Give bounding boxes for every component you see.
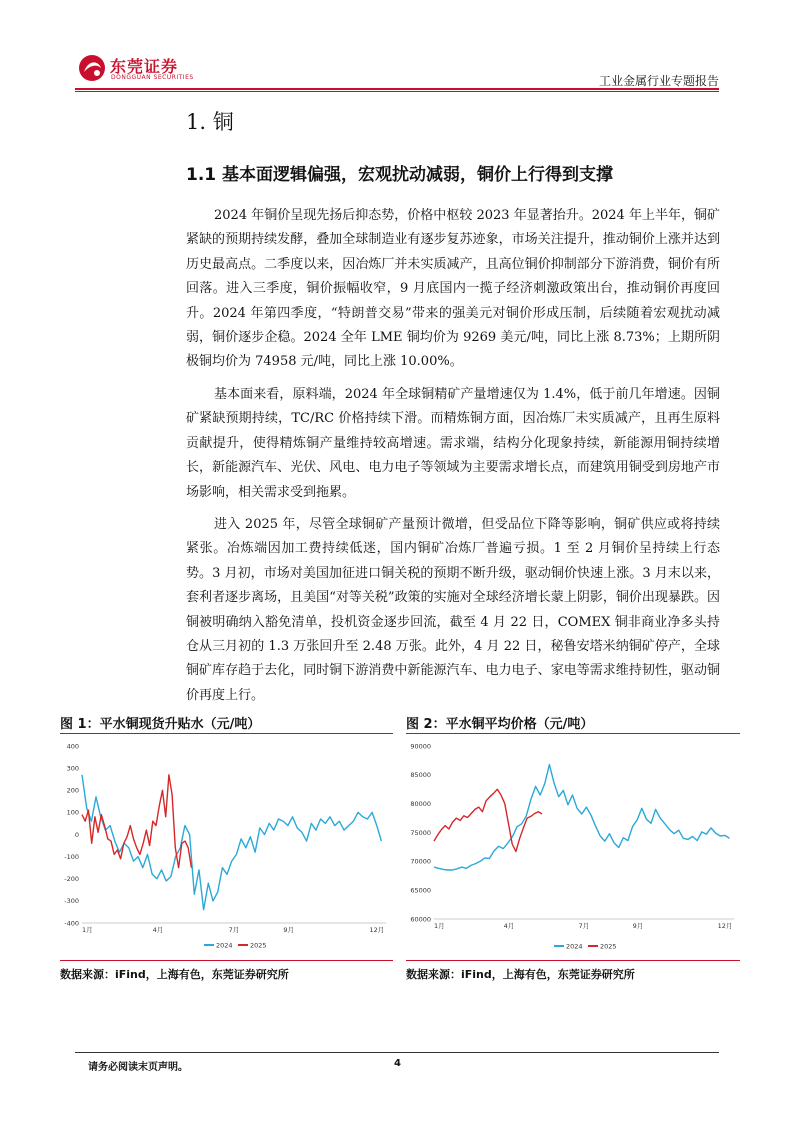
y-tick-label: 75000 [410,828,431,837]
y-tick-label: 85000 [410,771,431,780]
logo-name: 东莞证券 [110,57,179,76]
report-type: 工业金属行业专题报告 [598,74,719,88]
series-line-2024 [434,765,730,871]
series-line-2025 [82,775,191,868]
figure-2-source: 数据来源：iFind，上海有色，东莞证券研究所 [406,968,635,981]
paragraph-3: 进入 2025 年，尽管全球铜矿产量预计微增，但受品位下降等影响，铜矿供应或将持续紧张。冶炼端因加工费持续低迷，国内铜矿冶炼厂普遍亏损。1 至 2 月铜价呈持续上行态势。3 月初，市场对美国加征进口铜关税的预期不断升级，驱动铜价快速上涨。3 月末以来，套利者逐步离场，且美国“对等关税”政策的实施对全球经济增长蒙上阴影，铜价出现暴跌。因铜被明确纳入豁免清单，投机资金逐步回流，截至 4 月 22 日，COMEX 铜非商业净多头持仓从三月初的 1.3 万张回升至 2.48 万张。此外，4 月 22 日，秘鲁安塔米纳铜矿停产，全球铜矿库存趋于去化，同时铜下游消费中新能源汽车、电力电子、家电等需求维持韧性，驱动铜价再度上行。 [186,517,720,703]
header-divider [75,88,719,90]
page-number: 4 [394,1058,401,1069]
figure-1-title: 图 1：平水铜现货升贴水（元/吨） [60,717,261,732]
series-line-2024 [82,775,381,910]
y-tick-label: 200 [66,786,79,795]
x-tick-label: 7月 [228,926,240,934]
y-tick-label: 80000 [410,799,431,808]
figure-1-source: 数据来源：iFind，上海有色，东莞证券研究所 [60,968,289,981]
header-divider-thin [75,91,719,92]
x-tick-label: 4月 [503,922,515,930]
y-tick-label: 90000 [410,742,431,751]
series-line-2025 [434,789,542,851]
x-tick-label: 1月 [434,922,445,930]
x-tick-label: 7月 [578,922,590,930]
legend-label-2024: 2024 [216,941,233,950]
footer-divider [75,1052,719,1053]
y-tick-label: -200 [64,875,79,884]
figure-1-top-rule [60,733,393,734]
x-tick-label: 4月 [152,926,164,934]
section-subheading: 1.1 基本面逻辑偏强，宏观扰动减弱，铜价上行得到支撑 [186,165,614,185]
paragraph-2: 基本面来看，原料端，2024 年全球铜精矿产量增速仅为 1.4%，低于前几年增速。因铜矿紧缺预期持续，TC/RC 价格持续下滑。而精炼铜方面，因冶炼厂未实质减产，且再生原料贡献提升，使得精炼铜产量维持较高增速。需求端，结构分化现象持续，新能源用铜持续增长，新能源汽车、光伏、风电、电力电子等领域为主要需求增长点，而建筑用铜受到房地产市场影响，相关需求受到拖累。 [186,387,720,500]
figure-2-bottom-rule [406,960,740,961]
y-tick-label: 400 [66,742,79,751]
legend-label-2024: 2024 [566,942,583,951]
x-tick-label: 1月 [82,926,93,934]
y-tick-label: 70000 [410,857,431,866]
y-tick-label: -400 [64,919,79,928]
chart-2-price [406,737,740,959]
section-heading: 1. 铜 [186,110,234,134]
y-tick-label: -100 [64,852,79,861]
figure-2-top-rule [406,733,740,734]
figure-1-bottom-rule [60,960,393,961]
logo-english-name: DONGGUAN SECURITIES [111,74,194,81]
footer-disclaimer: 请务必阅读末页声明。 [88,1062,188,1073]
x-tick-label: 12月 [369,926,385,934]
company-logo [78,52,198,86]
y-tick-label: 0 [74,830,79,839]
y-tick-label: 60000 [410,915,431,924]
x-tick-label: 9月 [632,922,644,930]
legend-label-2025: 2025 [250,941,267,950]
y-tick-label: -300 [64,897,79,906]
legend-label-2025: 2025 [600,942,617,951]
logo-mark-icon [78,54,106,82]
y-tick-label: 65000 [410,886,431,895]
x-tick-label: 12月 [717,922,733,930]
paragraph-1: 2024 年铜价呈现先扬后抑态势，价格中枢较 2023 年显著抬升。2024 年上半年，铜矿紧缺的预期持续发酵，叠加全球制造业有逐步复苏迹象，市场关注提升，推动铜价上涨并达到历史最高点。二季度以来，因冶炼厂并未实质减产，且高位铜价抑制部分下游消费，铜价有所回落。进入三季度，铜价振幅收窄，9 月底国内一揽子经济刺激政策出台，推动铜价再度回升。2024 年第四季度，“特朗普交易”带来的强美元对铜价形成压制，后续随着宏观扰动减弱，铜价逐步企稳。2024 全年 LME 铜均价为 9269 美元/吨，同比上涨 8.73%；上期所阴极铜均价为 74958 元/吨，同比上涨 10.00%。 [186,208,720,370]
chart-1-spread [60,737,393,959]
y-tick-label: 100 [66,808,79,817]
y-tick-label: 300 [66,764,79,773]
figure-2-title: 图 2：平水铜平均价格（元/吨） [406,717,594,732]
x-tick-label: 9月 [283,926,295,934]
